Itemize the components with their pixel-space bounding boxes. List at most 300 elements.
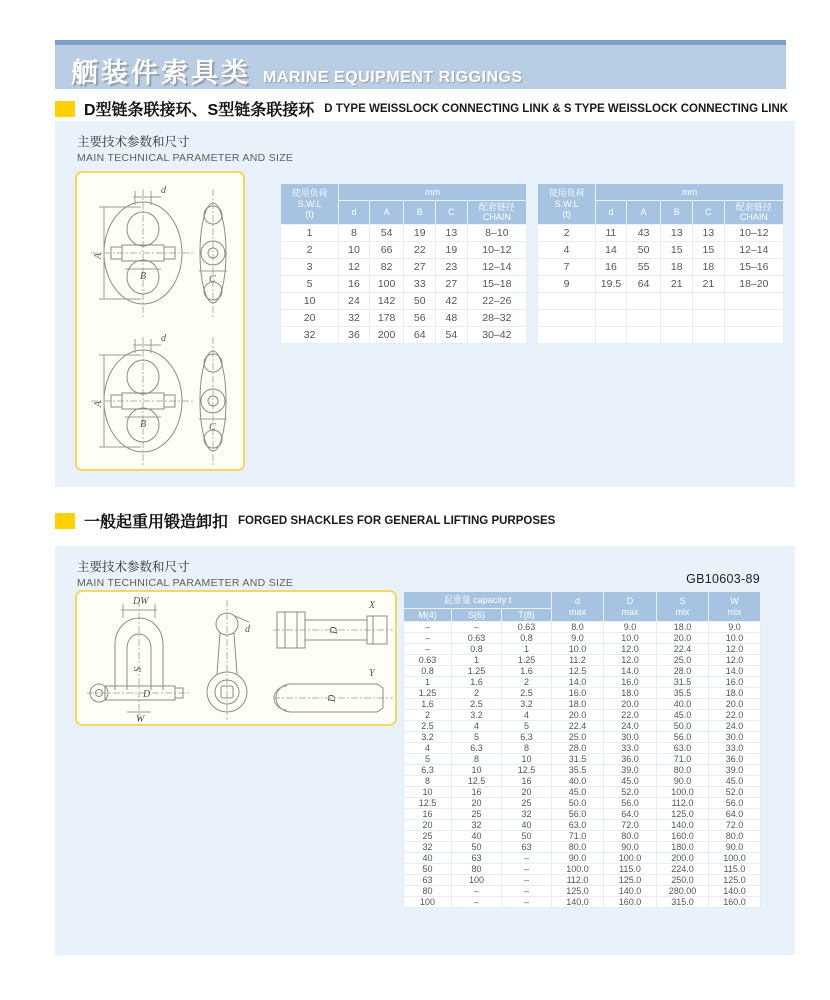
table-cell: 140.0 (657, 820, 709, 831)
table-cell: 50.0 (657, 721, 709, 732)
table-cell: 45.0 (709, 776, 761, 787)
table-cell: 7 (538, 258, 596, 275)
table-cell: 2.5 (404, 721, 452, 732)
table-cell: 80.0 (709, 831, 761, 842)
shackle-svg (77, 592, 395, 724)
table-cell: – (452, 886, 502, 897)
table-cell: 6.3 (502, 732, 552, 743)
table-cell: 20.0 (552, 710, 604, 721)
table-cell: 35.5 (657, 688, 709, 699)
param-zh: 主要技术参数和尺寸 (77, 560, 190, 574)
table-row (404, 798, 761, 809)
table-row (281, 258, 527, 275)
table-cell: 14.0 (709, 666, 761, 677)
table-cell: 64.0 (604, 809, 657, 820)
table-cell: 50 (626, 241, 661, 258)
col-header-B: B (661, 201, 693, 225)
table-row (404, 765, 761, 776)
table-cell: 9 (538, 275, 596, 292)
table-cell: 52.0 (604, 787, 657, 798)
page-title-zh: 舾装件索具类 (71, 58, 251, 88)
table-cell: 100.0 (552, 864, 604, 875)
table-cell: – (452, 897, 502, 908)
table-row (281, 224, 527, 241)
table-cell: 40 (452, 831, 502, 842)
table-row (404, 710, 761, 721)
table-row (404, 732, 761, 743)
table-cell: 32 (452, 820, 502, 831)
table-row (404, 875, 761, 886)
table-cell (538, 292, 596, 309)
col-header-C: C (693, 201, 725, 225)
table-cell: 25 (502, 798, 552, 809)
col-header-mm: mm (339, 184, 527, 201)
table-cell: 9.0 (604, 622, 657, 633)
table-row (404, 831, 761, 842)
table-row (404, 688, 761, 699)
col-header-T8: T(8) (502, 609, 552, 622)
table-cell: 50 (404, 292, 436, 309)
table-cell: 90.0 (552, 853, 604, 864)
table-cell: 90.0 (709, 842, 761, 853)
table-cell: 200 (369, 326, 404, 343)
table-cell: 140.0 (709, 886, 761, 897)
table-cell: 14 (596, 241, 627, 258)
table-row (538, 326, 784, 343)
table-cell (693, 292, 725, 309)
col-header-M4: M(4) (404, 609, 452, 622)
page-title-en: MARINE EQUIPMENT RIGGINGS (263, 69, 523, 86)
svg-text:D: D (327, 694, 338, 702)
table-cell: 160.0 (657, 831, 709, 842)
table-cell: 6.3 (452, 743, 502, 754)
table-row (538, 224, 784, 241)
section2-param-heading (77, 557, 293, 589)
table-cell: 280.00 (657, 886, 709, 897)
table-cell: 72.0 (604, 820, 657, 831)
table-cell: 18–20 (724, 275, 783, 292)
table-row (538, 275, 784, 292)
svg-text:S: S (133, 667, 144, 672)
section-bullet-icon (55, 513, 75, 529)
table-cell: 16 (404, 809, 452, 820)
table-row (281, 241, 527, 258)
table-cell: 28.0 (657, 666, 709, 677)
table-cell: 4 (452, 721, 502, 732)
table-cell: 35.5 (552, 765, 604, 776)
table-cell: 12 (339, 258, 370, 275)
table-cell: 13 (436, 224, 468, 241)
connecting-link-drawing (75, 171, 245, 471)
table-row (404, 622, 761, 633)
table-cell: 125.0 (657, 809, 709, 820)
table-cell: 3 (281, 258, 339, 275)
table-cell: 63 (502, 842, 552, 853)
table-cell: 56 (404, 309, 436, 326)
table-cell: 18.0 (709, 688, 761, 699)
svg-text:X: X (369, 600, 376, 611)
table-cell: 50.0 (552, 798, 604, 809)
table-cell: 22.4 (657, 644, 709, 655)
table-cell: 14.0 (604, 666, 657, 677)
table-cell: 5 (281, 275, 339, 292)
table-cell: 30–42 (467, 326, 526, 343)
table-cell: 23 (436, 258, 468, 275)
table-cell: 1 (404, 677, 452, 688)
table-cell: 4 (404, 743, 452, 754)
table-cell: 33 (404, 275, 436, 292)
table-cell: – (404, 622, 452, 633)
table-cell: 33.0 (604, 743, 657, 754)
table-cell: 18.0 (552, 699, 604, 710)
table-row (404, 853, 761, 864)
table-cell: 56.0 (604, 798, 657, 809)
table-cell: 125.0 (604, 875, 657, 886)
table-cell: 39.0 (709, 765, 761, 776)
table-row (404, 666, 761, 677)
table-cell (724, 309, 783, 326)
table-cell: 15–16 (724, 258, 783, 275)
table-cell: 2.5 (502, 688, 552, 699)
table-row (404, 644, 761, 655)
table-cell: 12–14 (724, 241, 783, 258)
table-cell: 115.0 (709, 864, 761, 875)
param-en: MAIN TECHNICAL PARAMETER AND SIZE (77, 152, 294, 164)
table-row (404, 886, 761, 897)
table-cell: 63.0 (552, 820, 604, 831)
table-cell: 2 (538, 224, 596, 241)
table-cell (661, 309, 693, 326)
table-cell: 12.5 (452, 776, 502, 787)
section2-title (55, 509, 555, 532)
table-cell: 16 (596, 258, 627, 275)
table-cell: 42 (436, 292, 468, 309)
table-cell: 100.0 (709, 853, 761, 864)
table-cell: 14.0 (552, 677, 604, 688)
table-cell: 22.0 (604, 710, 657, 721)
table-cell: 4 (502, 710, 552, 721)
table-cell: 36 (339, 326, 370, 343)
table-cell: 82 (369, 258, 404, 275)
section1-panel (55, 121, 795, 487)
table-row (281, 309, 527, 326)
table-cell: 3.2 (502, 699, 552, 710)
table-cell: 2 (281, 241, 339, 258)
table-cell: – (502, 897, 552, 908)
shackle-table (403, 591, 761, 908)
table-cell: 13 (661, 224, 693, 241)
table-cell: 32 (281, 326, 339, 343)
col-header-S6: S(6) (452, 609, 502, 622)
table-row (281, 326, 527, 343)
table-cell: 32 (339, 309, 370, 326)
table-cell: 12.5 (404, 798, 452, 809)
table-cell: 100 (404, 897, 452, 908)
table-cell: 9.0 (552, 633, 604, 644)
table-cell (626, 292, 661, 309)
table-cell (626, 309, 661, 326)
table-cell: 52.0 (709, 787, 761, 798)
table-cell: 1.6 (452, 677, 502, 688)
table-cell: 45.0 (604, 776, 657, 787)
table-cell: 32 (404, 842, 452, 853)
svg-text:Y: Y (369, 668, 375, 679)
table-cell: – (502, 853, 552, 864)
table-cell (596, 309, 627, 326)
table-cell: 16 (452, 787, 502, 798)
table-cell: 63 (404, 875, 452, 886)
table-cell: 20 (281, 309, 339, 326)
table-row (404, 864, 761, 875)
col-header-D-max: D max (604, 592, 657, 622)
table-cell: 24.0 (709, 721, 761, 732)
table-row (538, 309, 784, 326)
table-cell: 12.0 (709, 644, 761, 655)
table-row (404, 633, 761, 644)
table-cell: 4 (538, 241, 596, 258)
table-row (538, 292, 784, 309)
table-cell: 8 (452, 754, 502, 765)
table-cell: 27 (436, 275, 468, 292)
table-cell: 40 (502, 820, 552, 831)
table-cell: 10–12 (467, 241, 526, 258)
col-header-d-max: d max (552, 592, 604, 622)
svg-text:D: D (329, 626, 340, 634)
table-cell: 8 (502, 743, 552, 754)
table-cell: 1.6 (404, 699, 452, 710)
table-cell: 22.0 (709, 710, 761, 721)
table-cell: 1.25 (404, 688, 452, 699)
table-cell: 25.0 (552, 732, 604, 743)
section2-title-en: FORGED SHACKLES FOR GENERAL LIFTING PURPOSES (238, 514, 556, 527)
table-cell: – (404, 633, 452, 644)
table-cell: 1 (281, 224, 339, 241)
col-header-A: A (626, 201, 661, 225)
svg-text:DW: DW (133, 596, 149, 607)
table-cell: 2.5 (452, 699, 502, 710)
table-cell: 19.5 (596, 275, 627, 292)
table-row (404, 809, 761, 820)
table-cell: 160.0 (709, 897, 761, 908)
section2-panel (55, 546, 795, 955)
table-cell: 36.0 (604, 754, 657, 765)
table-cell: 16 (502, 776, 552, 787)
table-cell (661, 292, 693, 309)
table-cell: 16.0 (709, 677, 761, 688)
table-cell: 32 (502, 809, 552, 820)
table-cell: 30.0 (709, 732, 761, 743)
svg-text:W: W (136, 714, 145, 724)
table-cell: 2 (502, 677, 552, 688)
table-row (404, 842, 761, 853)
page-header-band (55, 40, 786, 89)
table-cell: 45.0 (552, 787, 604, 798)
table-cell: 140.0 (604, 886, 657, 897)
table-cell: 8 (339, 224, 370, 241)
table-cell: – (502, 886, 552, 897)
table-cell: 36.0 (709, 754, 761, 765)
table-cell: 12.5 (502, 765, 552, 776)
table-cell: 40 (404, 853, 452, 864)
table-cell: 21 (693, 275, 725, 292)
table-cell: 64.0 (709, 809, 761, 820)
table-cell: 15 (693, 241, 725, 258)
table-cell: 112.0 (552, 875, 604, 886)
table-cell: 90.0 (657, 776, 709, 787)
section1-title-zh: D型链条联接环、S型链条联接环 (84, 102, 315, 119)
table-cell: 112.0 (657, 798, 709, 809)
table-cell: 22.4 (552, 721, 604, 732)
table-row (404, 655, 761, 666)
table-cell: 6.3 (404, 765, 452, 776)
table-cell: 90.0 (604, 842, 657, 853)
table-cell: 2 (452, 688, 502, 699)
table-cell: 16.0 (604, 677, 657, 688)
table-cell: 24 (339, 292, 370, 309)
table-row (281, 292, 527, 309)
col-header-d: d (596, 201, 627, 225)
svg-text:d: d (245, 624, 250, 635)
table-cell: 54 (369, 224, 404, 241)
table-cell: 200.0 (657, 853, 709, 864)
section1-param-heading (77, 132, 293, 164)
table-cell: 19 (436, 241, 468, 258)
table-cell: 33.0 (709, 743, 761, 754)
table-cell: 66 (369, 241, 404, 258)
table-cell: 115.0 (604, 864, 657, 875)
table-cell: 20 (452, 798, 502, 809)
table-cell: 16.0 (552, 688, 604, 699)
table-cell: 21 (661, 275, 693, 292)
table-cell: 28.0 (552, 743, 604, 754)
table-cell: 10.0 (552, 644, 604, 655)
section-bullet-icon (55, 101, 75, 117)
table-cell: 10 (452, 765, 502, 776)
table-cell: 12.0 (604, 655, 657, 666)
table-cell: 12.0 (604, 644, 657, 655)
table-cell: 10 (502, 754, 552, 765)
table-cell: 0.8 (404, 666, 452, 677)
table-cell (626, 326, 661, 343)
table-row (538, 241, 784, 258)
table-cell: 54 (436, 326, 468, 343)
table-cell: 80.0 (552, 842, 604, 853)
col-header-S-mix: S mix (657, 592, 709, 622)
table-cell (596, 326, 627, 343)
table-cell: 315.0 (657, 897, 709, 908)
table-cell (724, 292, 783, 309)
table-cell: 71.0 (657, 754, 709, 765)
table-cell: 224.0 (657, 864, 709, 875)
table-cell: 13 (693, 224, 725, 241)
table-cell: 27 (404, 258, 436, 275)
table-cell: 100 (369, 275, 404, 292)
table-cell: 3.2 (404, 732, 452, 743)
table-cell (538, 309, 596, 326)
table-cell: 18.0 (657, 622, 709, 633)
section1-title-en: D TYPE WEISSLOCK CONNECTING LINK & S TYPE WEISSLOCK CONNECTING LINK (324, 102, 789, 115)
svg-text:D: D (143, 689, 151, 700)
table-cell: 50 (502, 831, 552, 842)
table-cell: 125.0 (552, 886, 604, 897)
table-cell: 16 (339, 275, 370, 292)
table-cell: 64 (626, 275, 661, 292)
table-cell: 80 (404, 886, 452, 897)
standard-number: GB10603-89 (686, 572, 760, 586)
table-cell (724, 326, 783, 343)
table-row (538, 258, 784, 275)
table-cell: 71.0 (552, 831, 604, 842)
table-cell: 63.0 (657, 743, 709, 754)
table-cell: 63 (452, 853, 502, 864)
table-cell: 8–10 (467, 224, 526, 241)
table-cell: 25 (452, 809, 502, 820)
table-cell: 39.0 (604, 765, 657, 776)
table-cell (596, 292, 627, 309)
table-row (404, 743, 761, 754)
table-cell: 0.63 (404, 655, 452, 666)
table-cell: 18.0 (604, 688, 657, 699)
table-cell: 64 (404, 326, 436, 343)
table-cell: 5 (502, 721, 552, 732)
s-type-link-table (537, 183, 784, 344)
table-cell: 12–14 (467, 258, 526, 275)
table-cell: 50 (452, 842, 502, 853)
table-cell: 20.0 (657, 633, 709, 644)
table-cell: 1.25 (452, 666, 502, 677)
table-row (404, 677, 761, 688)
table-cell: 100.0 (604, 853, 657, 864)
table-cell: 1 (452, 655, 502, 666)
table-cell: 2 (404, 710, 452, 721)
col-header-d: d (339, 201, 370, 225)
col-header-chain: 配套链径 CHAIN (724, 201, 783, 225)
connecting-link-svg: A (77, 173, 243, 469)
table-cell: 178 (369, 309, 404, 326)
table-cell: 22 (404, 241, 436, 258)
table-cell: 48 (436, 309, 468, 326)
section2-title-zh: 一般起重用锻造卸扣 (84, 514, 229, 531)
param-en: MAIN TECHNICAL PARAMETER AND SIZE (77, 577, 294, 589)
table-cell (693, 326, 725, 343)
table-cell: 56.0 (709, 798, 761, 809)
table-cell: 15 (661, 241, 693, 258)
table-cell: 1.6 (502, 666, 552, 677)
table-cell: 12.0 (709, 655, 761, 666)
table-cell: 8 (404, 776, 452, 787)
col-header-capacity: 起重量 capacity t (404, 592, 552, 609)
table-cell: 25.0 (657, 655, 709, 666)
table-cell: 10 (339, 241, 370, 258)
table-cell: 20.0 (709, 699, 761, 710)
table-cell: 10.0 (604, 633, 657, 644)
col-header-A: A (369, 201, 404, 225)
table-cell (693, 309, 725, 326)
table-cell: 18 (661, 258, 693, 275)
table-cell: 5 (452, 732, 502, 743)
table-cell: 140.0 (552, 897, 604, 908)
d-type-link-table (280, 183, 527, 344)
table-cell: 72.0 (709, 820, 761, 831)
table-cell: 12.5 (552, 666, 604, 677)
table-cell: 55 (626, 258, 661, 275)
table-cell: 100.0 (657, 787, 709, 798)
table-cell: 31.5 (657, 677, 709, 688)
param-zh: 主要技术参数和尺寸 (77, 135, 190, 149)
col-header-chain: 配套链径 CHAIN (467, 201, 526, 225)
table-row (404, 776, 761, 787)
table-cell: – (502, 875, 552, 886)
